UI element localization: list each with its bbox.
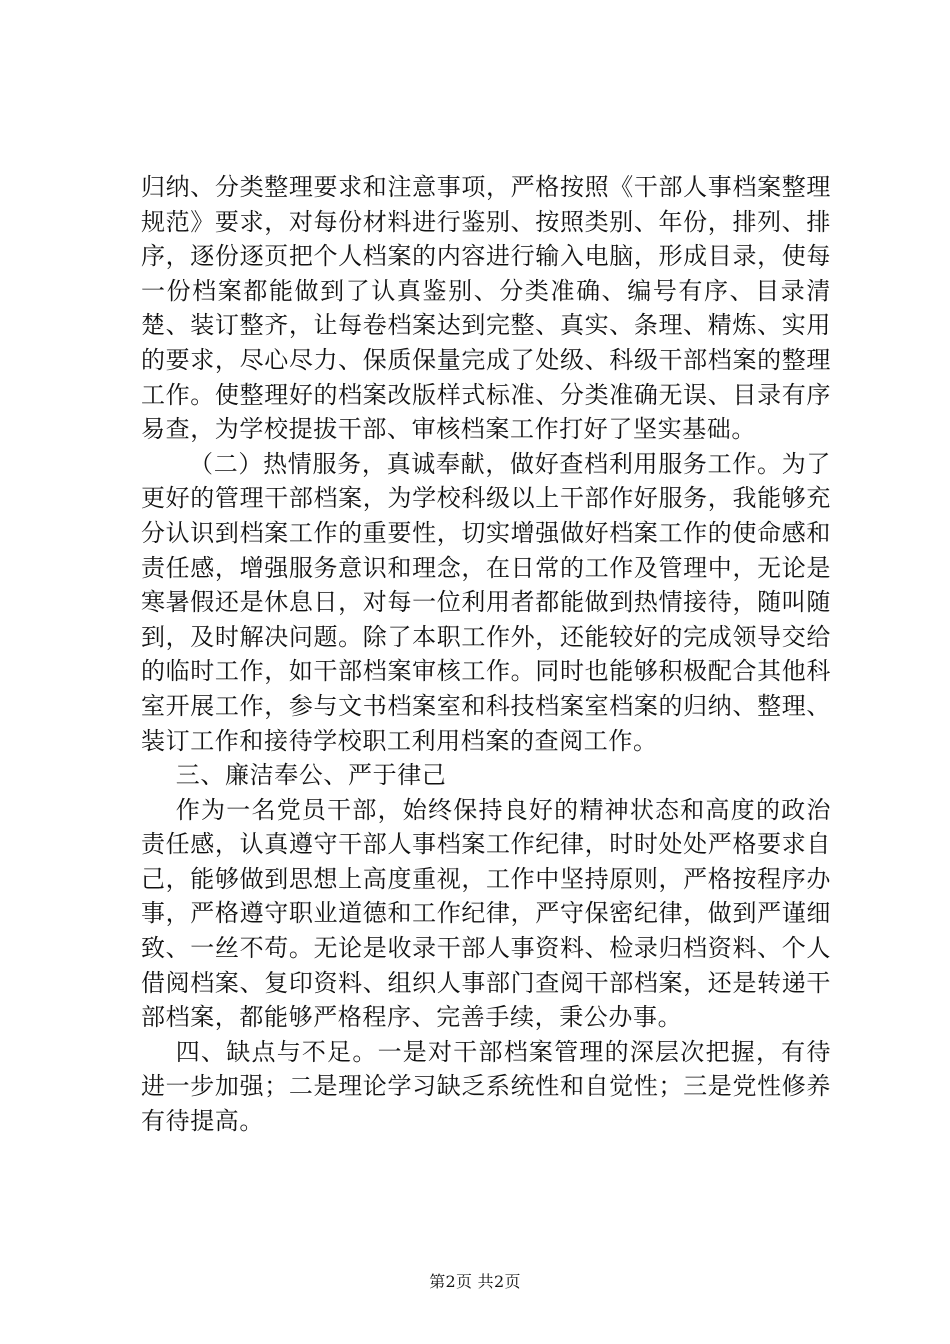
paragraph-continuation: 归纳、分类整理要求和注意事项，严格按照《干部人事档案整理规范》要求，对每份材料进行鉴别、按照类别、年份，排列、排序，逐份逐页把个人档案的内容进行输入电脑，形成目录，使每一份档案都能做到了认真鉴别、分类准确、编号有序、目录清楚、装订整齐，让每卷档案达到完整、真实、条理、精炼、实用的要求，尽心尽力、保质保量完成了处级、科级干部档案的整理工作。使整理好的档案改版样式标准、分类准确无误、目录有序易查，为学校提拔干部、审核档案工作打好了坚实基础。 bbox=[141, 173, 831, 444]
section-heading-integrity: 三、廉洁奉公、严于律己 bbox=[175, 761, 447, 790]
document-body bbox=[141, 170, 831, 1139]
page-number-footer: 第2页 共2页 bbox=[429, 1272, 521, 1291]
paragraph-shortcomings: 四、缺点与不足。一是对干部档案管理的深层次把握，有待进一步加强；二是理论学习缺乏系统性和自觉性；三是党性修养有待提高。 bbox=[141, 1037, 831, 1136]
paragraph-integrity: 作为一名党员干部，始终保持良好的精神状态和高度的政治责任感，认真遵守干部人事档案工作纪律，时时处处严格要求自己，能够做到思想上高度重视，工作中坚持原则，严格按程序办事，严格遵守职业道德和工作纪律，严守保密纪律，做到严谨细致、一丝不苟。无论是收录干部人事资料、检录归档资料、个人借阅档案、复印资料、组织人事部门查阅干部档案，还是转递干部档案，都能够严格程序、完善手续，秉公办事。 bbox=[141, 795, 831, 1032]
paragraph-service: （二）热情服务，真诚奉献，做好查档利用服务工作。为了更好的管理干部档案，为学校科级以上干部作好服务，我能够充分认识到档案工作的重要性，切实增强做好档案工作的使命感和责任感，增强服务意识和理念，在日常的工作及管理中，无论是寒暑假还是休息日，对每一位利用者都能做到热情接待，随叫随到，及时解决问题。除了本职工作外，还能较好的完成领导交给的临时工作，如干部档案审核工作。同时也能够积极配合其他科室开展工作，参与文书档案室和科技档案室档案的归纳、整理、装订工作和接待学校职工利用档案的查阅工作。 bbox=[141, 449, 831, 755]
